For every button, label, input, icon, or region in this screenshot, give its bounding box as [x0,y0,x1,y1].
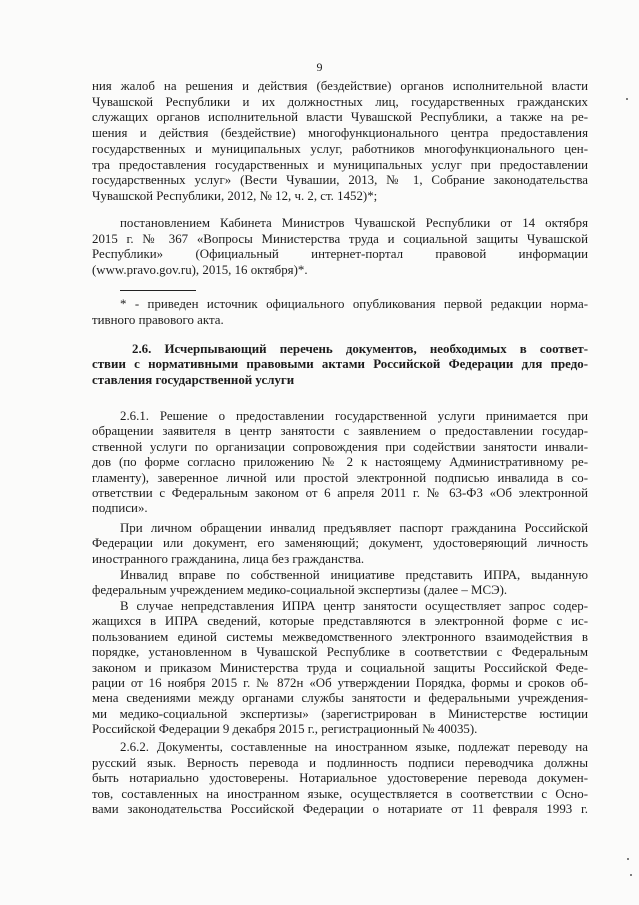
section-heading-line: ствии с нормативными правовыми актами Российской Федерации для предо- [92,357,588,371]
scan-speck [630,874,632,876]
p-request-line: пользованием единой системы межведомственного электронного взаимодействия в [92,630,588,644]
p-request-line: порядке, установленном в Чувашской Республике в соответствии с Федеральным [92,645,588,659]
p-ipra-line: федеральным учреждением медико-социальной экспертизы (далее – МСЭ). [92,583,508,597]
p-2-6-2-line: тов, составленных на иностранном языке, осуществляется в соответствии с Осно- [92,787,588,801]
section-heading-line: 2.6. Исчерпывающий перечень документов, необходимых в соответ- [132,342,588,356]
p-2-6-2-line: 2.6.2. Документы, составленные на иностранном языке, подлежат переводу на [120,740,588,754]
continuation-line: Чувашской Республики и их должностных лиц, государственных гражданских [92,95,588,109]
p-2-6-1-line: дов (по форме согласно приложению № 2 к настоящему Административному ре- [92,455,588,469]
p-2-6-1-line: обращении заявителя в центр занятости с заявлением о предоставлении государ- [92,424,588,438]
p-2-6-1-line: ответствии с Федеральным законом от 6 апреля 2011 г. № 63-ФЗ «Об электронной [92,486,588,500]
p-2-6-1-line: 2.6.1. Решение о предоставлении государственной услуги принимается при [120,409,588,423]
p-request-line: ми медико-социальной экспертизы» (зарегистрирован в Министерстве юстиции [92,707,588,721]
resolution-line: постановлением Кабинета Министров Чувашской Республики от 14 октября [120,216,588,230]
p-request-line: В случае непредставления ИПРА центр занятости осуществляет запрос содер- [120,599,588,613]
p-request-line: жащихся в ИПРА сведений, которые представляются в электронной форме с ис- [92,614,588,628]
continuation-line: ния жалоб на решения и действия (бездействие) органов исполнительной власти [92,79,588,93]
footnote-line: тивного правового акта. [92,313,224,327]
p-ipra-line: Инвалид вправе по собственной инициативе представить ИПРА, выданную [120,568,588,582]
p-personal-line: При личном обращении инвалид предъявляет паспорт гражданина Российской [120,521,588,535]
p-2-6-2-line: быть нотариально удостоверены. Нотариальное удостоверение перевода докумен- [92,771,588,785]
p-personal-line: иностранного гражданина, лица без гражданства. [92,552,365,566]
continuation-line: шения и действия (бездействие) многофункционального центра предоставления [92,126,588,140]
p-request-line: мена сведениями между органами службы занятости и федеральными учреждения- [92,691,588,705]
continuation-line: служащих органов исполнительной власти Чувашской Республики, а также на ре- [92,110,588,124]
continuation-line: Чувашской Республики, 2012, № 12, ч. 2, ст. 1452)*; [92,189,378,203]
section-heading-line: ставления государственной услуги [92,373,295,387]
resolution-line: (www.pravo.gov.ru), 2015, 16 октября)*. [92,263,308,277]
continuation-line: государственных и муниципальных услуг, работников многофункционального цен- [92,142,588,156]
footnote-separator [120,290,196,291]
p-2-6-1-line: ственной услуги по организации сопровождения при содействии занятости инвали- [92,440,588,454]
resolution-line: 2015 г. № 367 «Вопросы Министерства труда и социальной защиты Чувашской [92,232,588,246]
resolution-line: Республики» (Официальный интернет-портал правовой информации [92,247,588,261]
p-personal-line: Федерации или документ, его заменяющий; документ, удостоверяющий личность [92,536,588,550]
p-2-6-1-line: гламенту), заверенное личной или простой электронной подписью инвалида в со- [92,471,588,485]
scan-speck [627,858,629,860]
continuation-line: государственных услуг» (Вести Чувашии, 2013, № 1, Собрание законодательства [92,173,588,187]
p-2-6-2-line: вами законодательства Российской Федерации о нотариате от 11 февраля 1993 г. [92,802,588,816]
p-request-line: рации от 16 ноября 2015 г. № 872н «Об утверждении Порядка, формы и сроков об- [92,676,588,690]
p-request-line: законом и приказом Министерства труда и социальной защиты Российской Феде- [92,661,588,675]
page-number: 9 [316,60,323,74]
scan-speck [626,98,628,100]
continuation-line: тра предоставления государственных и муниципальных услуг при предоставлении [92,158,588,172]
footnote-line: * - приведен источник официального опубликования первой редакции норма- [120,297,588,311]
p-2-6-1-line: подписи». [92,501,148,515]
p-request-line: Российской Федерации 9 декабря 2015 г., регистрационный № 40035). [92,722,478,736]
p-2-6-2-line: русский язык. Верность перевода и подлинность подписи переводчика должны [92,756,588,770]
